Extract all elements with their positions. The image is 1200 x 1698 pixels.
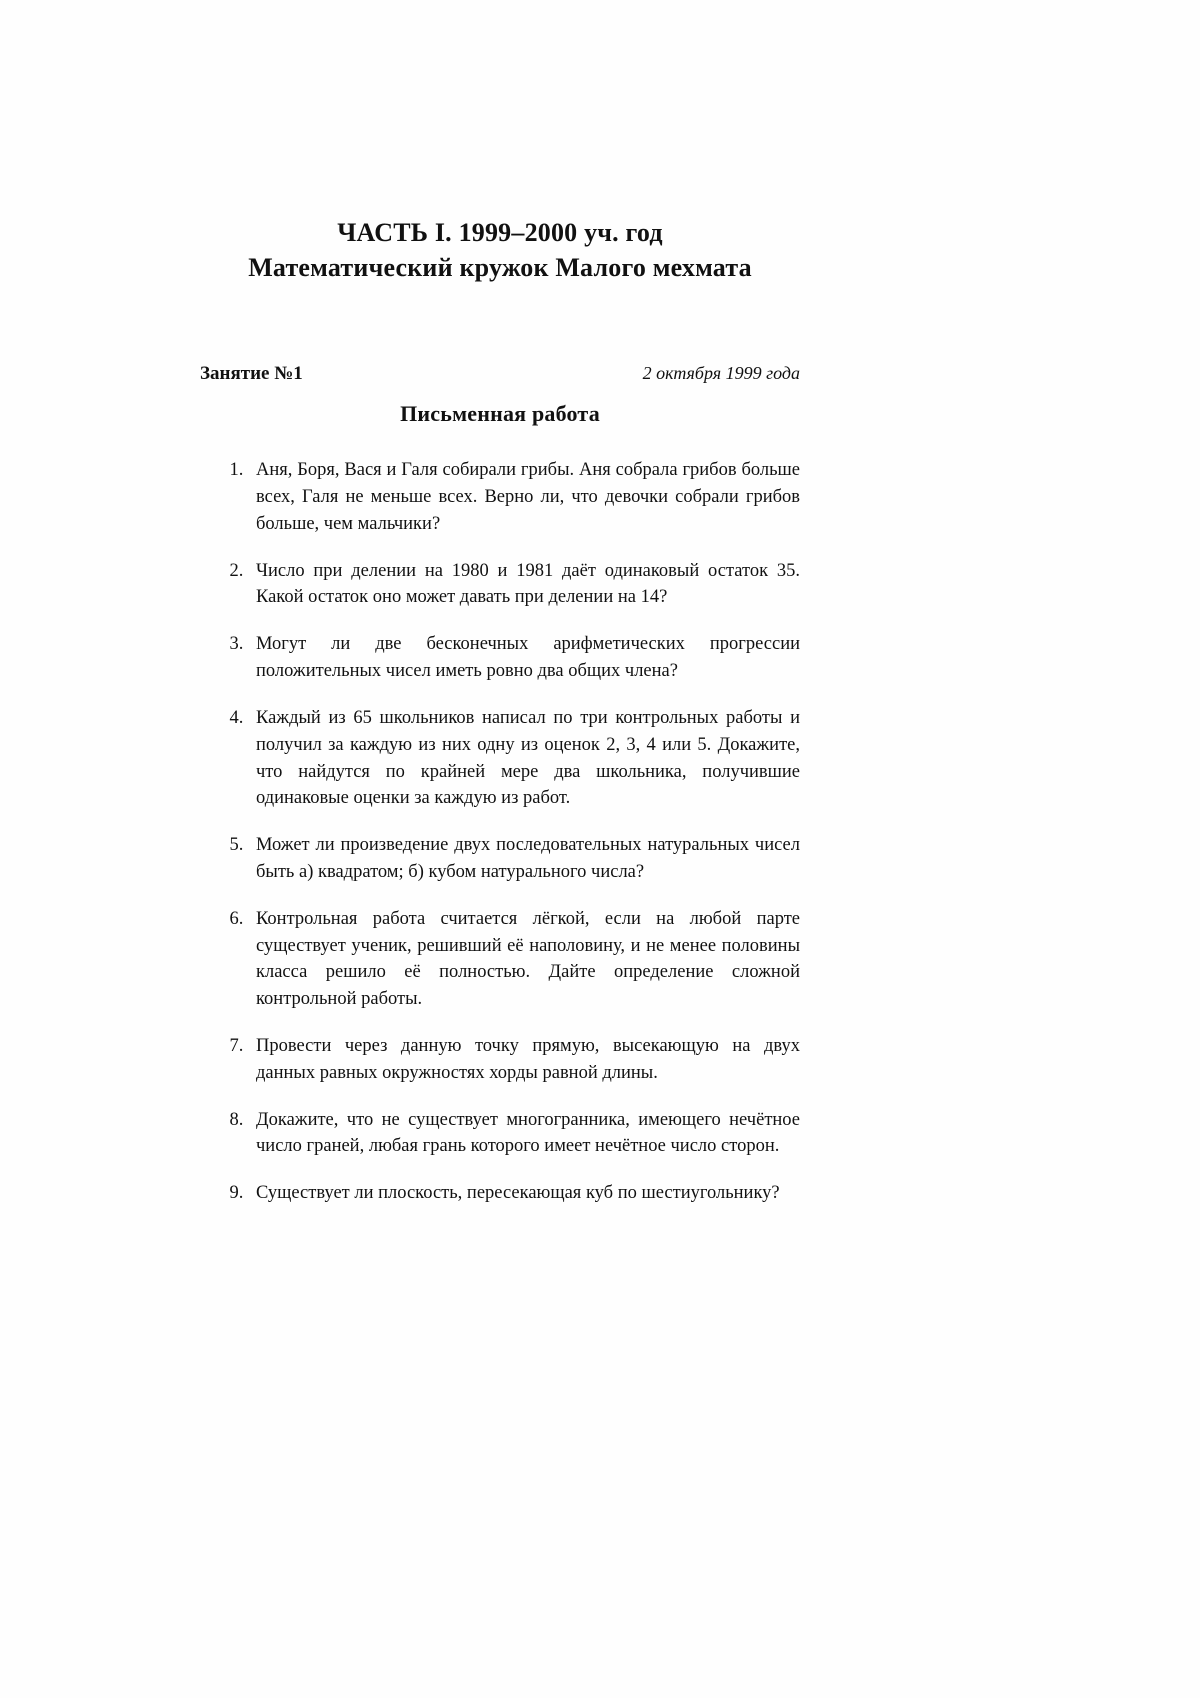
- problem-item: 2. Число при делении на 1980 и 1981 даёт одинаковый остаток 35. Какой остаток оно может давать при делении на 14?: [248, 558, 800, 612]
- problem-item: 3. Могут ли две бесконечных арифметических прогрессии положительных чисел иметь ровно два общих члена?: [248, 631, 800, 685]
- problem-item: 4. Каждый из 65 школьников написал по три контрольных работы и получил за каждую из них одну из оценок 2, 3, 4 или 5. Докажите, что найдутся по крайней мере два школьника, получившие одинаковые оценки за каждую из работ.: [248, 705, 800, 812]
- problem-item: 1. Аня, Боря, Вася и Галя собирали грибы. Аня собрала грибов больше всех, Галя не меньше всех. Верно ли, что девочки собрали грибов больше, чем мальчики?: [248, 457, 800, 537]
- problem-item: 9. Существует ли плоскость, пересекающая куб по шестиугольнику?: [248, 1180, 800, 1207]
- session-date: 2 октября 1999 года: [642, 363, 800, 384]
- problem-item: 5. Может ли произведение двух последовательных натуральных чисел быть а) квадратом; б) кубом натурального числа?: [248, 832, 800, 886]
- problem-item: 7. Провести через данную точку прямую, высекающую на двух данных равных окружностях хорды равной длины.: [248, 1033, 800, 1087]
- session-header: [200, 363, 800, 385]
- session-label: Занятие №1: [200, 363, 303, 385]
- section-title: Письменная работа: [400, 401, 600, 427]
- page-title: [200, 215, 800, 285]
- problem-list: [200, 457, 800, 1207]
- page-content: [200, 215, 800, 1227]
- page-title-line-1: ЧАСТЬ I. 1999–2000 уч. год: [337, 218, 663, 247]
- page-title-line-2: Математический кружок Малого мехмата: [248, 253, 752, 283]
- problem-item: 8. Докажите, что не существует многогранника, имеющего нечётное число граней, любая грань которого имеет нечётное число сторон.: [248, 1107, 800, 1161]
- problem-item: 6. Контрольная работа считается лёгкой, если на любой парте существует ученик, решивший её наполовину, и не менее половины класса решило её полностью. Дайте определение сложной контрольной работы.: [248, 906, 800, 1013]
